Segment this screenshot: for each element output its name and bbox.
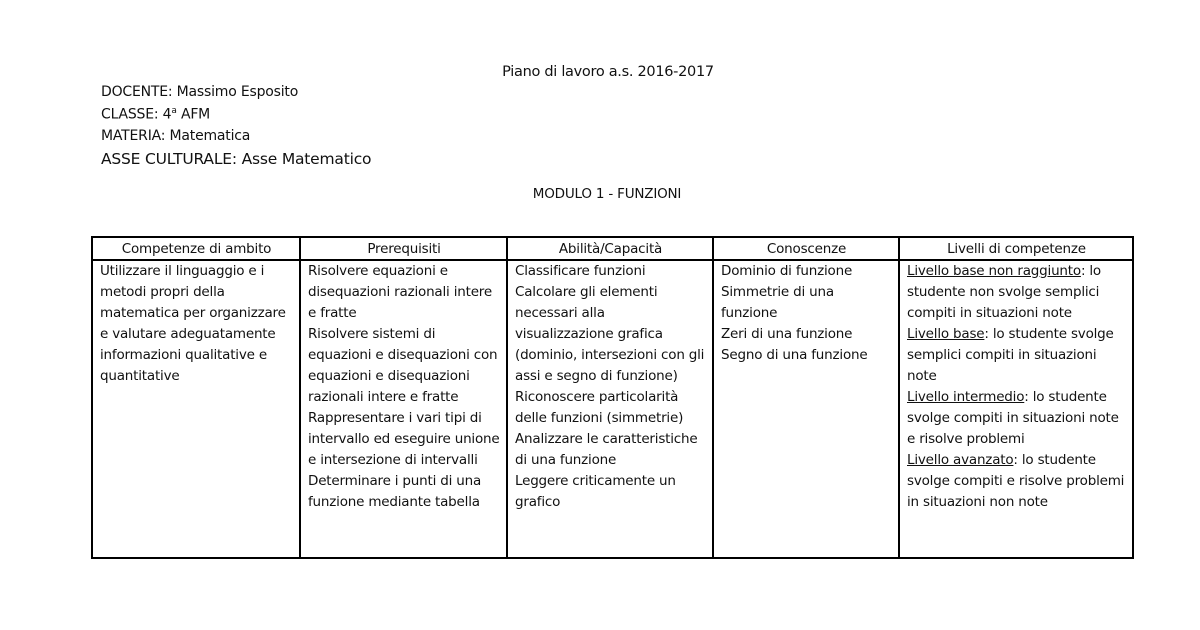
livello-text: : lo studente svolge semplici compiti in situazioni note	[907, 326, 1114, 384]
livello-item	[907, 450, 1126, 513]
classe-prefix: CLASSE: 4	[101, 106, 172, 123]
conoscenza-item: Segno di una funzione	[721, 347, 868, 363]
livello-label: Livello avanzato	[907, 452, 1014, 468]
header-prerequisiti: Prerequisiti	[300, 237, 507, 260]
abilita-item: Calcolare gli elementi necessari alla visualizzazione grafica (dominio, intersezioni con gli assi e segno di funzione)	[515, 284, 705, 384]
conoscenza-item: Zeri di una funzione	[721, 326, 853, 342]
prerequisito-item: Determinare i punti di una funzione mediante tabella	[308, 473, 482, 510]
livello-text: : lo studente non svolge semplici compiti in situazioni note	[907, 263, 1101, 321]
livello-item	[907, 261, 1126, 324]
livello-text: : lo studente svolge compiti in situazioni note e risolve problemi	[907, 389, 1119, 447]
header-abilita: Abilità/Capacità	[507, 237, 713, 260]
livello-label: Livello intermedio	[907, 389, 1025, 405]
cell-conoscenze	[713, 260, 899, 558]
cell-abilita	[507, 260, 713, 558]
module-heading: MODULO 1 - FUNZIONI	[532, 186, 682, 202]
docente-line: DOCENTE: Massimo Esposito	[101, 84, 299, 100]
header-livelli: Livelli di competenze	[899, 237, 1133, 260]
conoscenza-item: Simmetrie di una funzione	[721, 284, 834, 321]
livello-label: Livello base	[907, 326, 985, 342]
classe-suffix: AFM	[176, 106, 211, 123]
abilita-item: Classificare funzioni	[515, 263, 646, 279]
abilita-item: Analizzare le caratteristiche di una funzione	[515, 431, 698, 468]
classe-line	[101, 106, 210, 123]
abilita-item: Leggere criticamente un grafico	[515, 473, 676, 510]
header-competenze: Competenze di ambito	[92, 237, 300, 260]
prerequisito-item: Rappresentare i vari tipi di intervallo ed eseguire unione e intersezione di intervalli	[308, 410, 500, 468]
livello-item	[907, 324, 1126, 387]
classe-superscript: a	[171, 106, 177, 116]
header-conoscenze: Conoscenze	[713, 237, 899, 260]
cell-competenze	[92, 260, 300, 558]
table-header-row	[92, 237, 1133, 260]
prerequisito-item: Risolvere equazioni e disequazioni razionali intere e fratte	[308, 263, 492, 321]
abilita-item: Riconoscere particolarità delle funzioni (simmetrie)	[515, 389, 684, 426]
materia-line: MATERIA: Matematica	[101, 128, 251, 144]
cell-prerequisiti	[300, 260, 507, 558]
livello-item	[907, 387, 1126, 450]
conoscenza-item: Dominio di funzione	[721, 263, 853, 279]
livello-label: Livello base non raggiunto	[907, 263, 1081, 279]
asse-line: ASSE CULTURALE: Asse Matematico	[101, 150, 372, 168]
prerequisito-item: Risolvere sistemi di equazioni e disequazioni con equazioni e disequazioni razionali intere e fratte	[308, 326, 498, 405]
plan-table	[91, 236, 1134, 559]
table-row	[92, 260, 1133, 558]
livello-text: : lo studente svolge compiti e risolve problemi in situazioni non note	[907, 452, 1125, 510]
document-title: Piano di lavoro a.s. 2016-2017	[502, 64, 714, 80]
competenze-text: Utilizzare il linguaggio e i metodi propri della matematica per organizzare e valutare adeguatamente informazioni qualitative e quantitative	[100, 263, 286, 384]
cell-livelli	[899, 260, 1133, 558]
